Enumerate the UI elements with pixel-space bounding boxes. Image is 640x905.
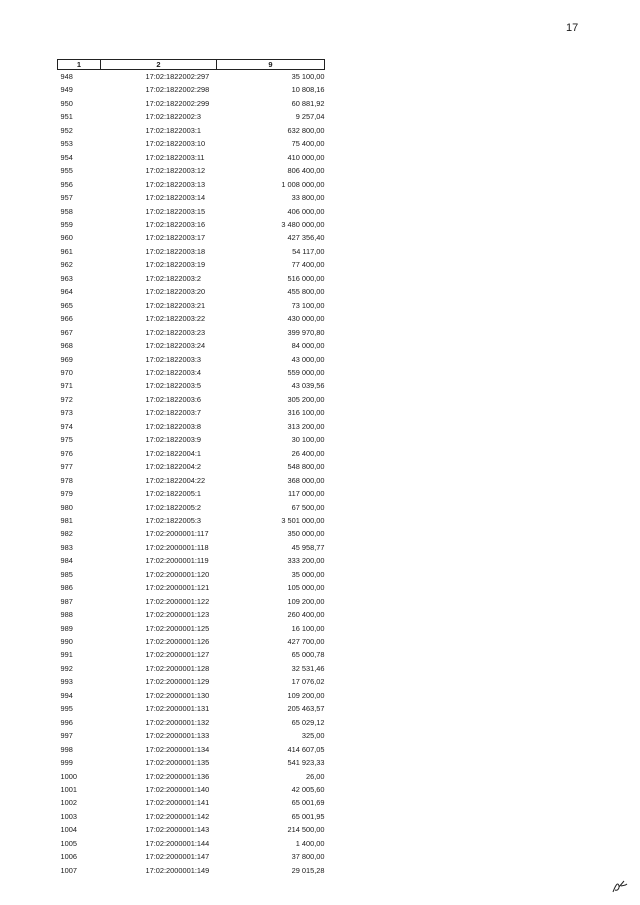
cadastral-id: 17:02:1822003:14 xyxy=(145,193,206,203)
column-header-number: 1 xyxy=(58,60,101,70)
table-row xyxy=(58,796,325,809)
cadastral-id: 17:02:1822002:297 xyxy=(145,72,210,81)
cadastral-value: 406 000,00 xyxy=(287,206,325,216)
cadastral-id: 17:02:2000001:143 xyxy=(145,825,210,835)
cadastral-value: 455 800,00 xyxy=(287,287,325,297)
cadastral-value: 65 001,95 xyxy=(291,811,325,821)
cadastral-value: 65 029,12 xyxy=(291,717,325,727)
cadastral-value: 77 400,00 xyxy=(291,260,325,270)
cadastral-id: 17:02:2000001:130 xyxy=(145,690,210,700)
row-number: 965 xyxy=(60,300,73,310)
cadastral-value: 65 000,78 xyxy=(291,650,325,660)
table-row xyxy=(58,285,325,298)
table-row xyxy=(58,353,325,366)
table-row xyxy=(58,433,325,446)
table-row xyxy=(58,501,325,514)
cadastral-value: 1 400,00 xyxy=(295,838,325,848)
row-number: 948 xyxy=(60,72,73,81)
cadastral-value: 29 015,28 xyxy=(291,865,325,875)
cadastral-value: 32 531,46 xyxy=(291,663,325,673)
cadastral-value: 26 400,00 xyxy=(291,448,325,458)
row-number: 985 xyxy=(60,569,73,579)
cadastral-id: 17:02:1822005:2 xyxy=(145,502,201,512)
cadastral-id: 17:02:1822003:12 xyxy=(145,166,206,176)
table-row xyxy=(58,527,325,540)
table-row xyxy=(58,164,325,177)
cadastral-value: 541 923,33 xyxy=(287,758,325,768)
row-number: 969 xyxy=(60,354,73,364)
row-number: 983 xyxy=(60,542,73,552)
cadastral-value: 73 100,00 xyxy=(291,300,325,310)
cadastral-id: 17:02:2000001:118 xyxy=(145,542,209,552)
table-row xyxy=(58,554,325,567)
table-row xyxy=(58,110,325,123)
table-row xyxy=(58,258,325,271)
row-number: 951 xyxy=(60,112,73,122)
row-number: 954 xyxy=(60,152,73,162)
cadastral-value-table xyxy=(57,59,325,877)
cadastral-value: 427 356,40 xyxy=(287,233,325,243)
table-row xyxy=(58,137,325,150)
table-row xyxy=(58,83,325,96)
handwritten-signature-mark xyxy=(612,880,628,897)
cadastral-id: 17:02:1822004:2 xyxy=(145,462,201,472)
cadastral-value: 37 800,00 xyxy=(291,852,325,862)
cadastral-value: 414 607,05 xyxy=(287,744,325,754)
table-row xyxy=(58,689,325,702)
cadastral-value: 399 970,80 xyxy=(287,327,325,337)
row-number: 1005 xyxy=(60,838,77,848)
cadastral-value: 54 117,00 xyxy=(292,246,325,256)
cadastral-id: 17:02:1822003:6 xyxy=(145,394,201,404)
table-row xyxy=(58,420,325,433)
table-row xyxy=(58,743,325,756)
table-row xyxy=(58,770,325,783)
cadastral-id: 17:02:1822003:19 xyxy=(145,260,206,270)
table-row xyxy=(58,675,325,688)
signature-icon xyxy=(612,880,628,894)
cadastral-value: 17 076,02 xyxy=(291,677,325,687)
row-number: 1002 xyxy=(60,798,77,808)
row-number: 970 xyxy=(60,367,73,377)
table-row xyxy=(58,474,325,487)
cadastral-id: 17:02:2000001:120 xyxy=(145,569,210,579)
row-number: 1007 xyxy=(60,865,77,875)
table-row xyxy=(58,205,325,218)
table-row xyxy=(58,231,325,244)
table-row xyxy=(58,70,325,84)
cadastral-value: 9 257,04 xyxy=(295,112,325,122)
row-number: 961 xyxy=(60,246,73,256)
cadastral-value: 333 200,00 xyxy=(287,556,325,566)
table-row xyxy=(58,648,325,661)
table-row xyxy=(58,568,325,581)
table-row xyxy=(58,447,325,460)
row-number: 995 xyxy=(60,704,73,714)
cadastral-value: 109 200,00 xyxy=(287,690,325,700)
row-number: 999 xyxy=(60,758,73,768)
cadastral-id: 17:02:1822004:1 xyxy=(145,448,201,458)
cadastral-id: 17:02:2000001:135 xyxy=(145,758,210,768)
row-number: 996 xyxy=(60,717,73,727)
cadastral-value: 16 100,00 xyxy=(291,623,325,633)
cadastral-id: 17:02:2000001:129 xyxy=(145,677,210,687)
cadastral-value: 430 000,00 xyxy=(287,314,325,324)
cadastral-value: 75 400,00 xyxy=(291,139,325,149)
row-number: 952 xyxy=(60,125,73,135)
row-number: 976 xyxy=(60,448,73,458)
cadastral-id: 17:02:1822002:299 xyxy=(145,98,210,108)
cadastral-value: 260 400,00 xyxy=(287,610,325,620)
row-number: 988 xyxy=(60,610,73,620)
table-row xyxy=(58,487,325,500)
table-row xyxy=(58,339,325,352)
row-number: 1000 xyxy=(60,771,77,781)
row-number: 975 xyxy=(60,435,73,445)
cadastral-id: 17:02:1822003:20 xyxy=(145,287,206,297)
cadastral-value: 350 000,00 xyxy=(287,529,325,539)
table-row xyxy=(58,729,325,742)
table-row xyxy=(58,326,325,339)
cadastral-value: 305 200,00 xyxy=(287,394,325,404)
row-number: 1001 xyxy=(60,785,77,795)
cadastral-id: 17:02:1822003:5 xyxy=(145,381,201,391)
row-number: 949 xyxy=(60,85,73,95)
cadastral-id: 17:02:2000001:127 xyxy=(145,650,210,660)
row-number: 994 xyxy=(60,690,73,700)
row-number: 1006 xyxy=(60,852,77,862)
table-row xyxy=(58,299,325,312)
row-number: 990 xyxy=(60,637,73,647)
table-row xyxy=(58,581,325,594)
table-row xyxy=(58,460,325,473)
cadastral-id: 17:02:2000001:134 xyxy=(145,744,210,754)
cadastral-value: 313 200,00 xyxy=(287,421,325,431)
cadastral-id: 17:02:2000001:133 xyxy=(145,731,210,741)
cadastral-id: 17:02:1822005:3 xyxy=(145,515,201,525)
cadastral-id: 17:02:2000001:141 xyxy=(145,798,210,808)
table-row xyxy=(58,756,325,769)
cadastral-id: 17:02:1822003:21 xyxy=(145,300,206,310)
cadastral-value: 632 800,00 xyxy=(287,125,325,135)
row-number: 957 xyxy=(60,193,73,203)
row-number: 1003 xyxy=(60,811,77,821)
cadastral-id: 17:02:2000001:126 xyxy=(145,637,210,647)
table-body xyxy=(58,70,325,878)
table-row xyxy=(58,662,325,675)
column-header-cadastral-id: 2 xyxy=(101,60,217,70)
row-number: 998 xyxy=(60,744,73,754)
cadastral-id: 17:02:1822003:17 xyxy=(145,233,206,243)
cadastral-id: 17:02:1822003:8 xyxy=(145,421,201,431)
cadastral-id: 17:02:2000001:119 xyxy=(145,556,209,566)
table-row xyxy=(58,635,325,648)
cadastral-id: 17:02:1822003:16 xyxy=(145,219,206,229)
cadastral-id: 17:02:2000001:149 xyxy=(145,865,210,875)
row-number: 986 xyxy=(60,583,73,593)
cadastral-value: 516 000,00 xyxy=(287,273,325,283)
table-row xyxy=(58,823,325,836)
row-number: 991 xyxy=(60,650,73,660)
row-number: 981 xyxy=(60,515,73,525)
table-row xyxy=(58,312,325,325)
cadastral-value: 316 100,00 xyxy=(287,408,325,418)
row-number: 977 xyxy=(60,462,73,472)
row-number: 982 xyxy=(60,529,73,539)
cadastral-value: 60 881,92 xyxy=(291,98,325,108)
cadastral-id: 17:02:1822004:22 xyxy=(145,475,206,485)
table-row xyxy=(58,783,325,796)
cadastral-id: 17:02:1822005:1 xyxy=(145,489,201,499)
row-number: 964 xyxy=(60,287,73,297)
cadastral-id: 17:02:1822003:4 xyxy=(145,367,201,377)
table-row xyxy=(58,178,325,191)
cadastral-id: 17:02:2000001:131 xyxy=(145,704,210,714)
cadastral-id: 17:02:1822003:11 xyxy=(145,152,205,162)
row-number: 967 xyxy=(60,327,73,337)
cadastral-value: 42 005,60 xyxy=(291,785,325,795)
cadastral-value: 3 480 000,00 xyxy=(281,219,325,229)
row-number: 971 xyxy=(60,381,73,391)
row-number: 962 xyxy=(60,260,73,270)
table-row xyxy=(58,595,325,608)
cadastral-id: 17:02:2000001:140 xyxy=(145,785,210,795)
table-row xyxy=(58,622,325,635)
row-number: 968 xyxy=(60,341,73,351)
cadastral-id: 17:02:2000001:117 xyxy=(145,529,209,539)
cadastral-id: 17:02:2000001:121 xyxy=(145,583,210,593)
table-row xyxy=(58,191,325,204)
cadastral-value: 427 700,00 xyxy=(287,637,325,647)
row-number: 972 xyxy=(60,394,73,404)
row-number: 953 xyxy=(60,139,73,149)
cadastral-value: 109 200,00 xyxy=(287,596,325,606)
table-header-row xyxy=(58,60,325,70)
table-row xyxy=(58,406,325,419)
row-number: 993 xyxy=(60,677,73,687)
row-number: 963 xyxy=(60,273,73,283)
cadastral-value: 65 001,69 xyxy=(291,798,325,808)
cadastral-value: 26,00 xyxy=(306,771,325,781)
cadastral-value: 43 000,00 xyxy=(291,354,325,364)
cadastral-id: 17:02:1822003:22 xyxy=(145,314,206,324)
table-row xyxy=(58,837,325,850)
row-number: 984 xyxy=(60,556,73,566)
table-row xyxy=(58,151,325,164)
table-row xyxy=(58,393,325,406)
row-number: 997 xyxy=(60,731,73,741)
cadastral-value: 30 100,00 xyxy=(291,435,325,445)
cadastral-value: 67 500,00 xyxy=(291,502,325,512)
cadastral-value: 325,00 xyxy=(301,731,325,741)
cadastral-id: 17:02:2000001:142 xyxy=(145,811,210,821)
cadastral-value: 117 000,00 xyxy=(288,489,325,499)
row-number: 966 xyxy=(60,314,73,324)
table-row xyxy=(58,272,325,285)
cadastral-value: 368 000,00 xyxy=(287,475,325,485)
row-number: 958 xyxy=(60,206,73,216)
cadastral-value: 33 800,00 xyxy=(291,193,325,203)
cadastral-value: 1 008 000,00 xyxy=(281,179,325,189)
cadastral-id: 17:02:1822003:24 xyxy=(145,341,206,351)
cadastral-value: 43 039,56 xyxy=(291,381,325,391)
cadastral-id: 17:02:1822003:15 xyxy=(145,206,206,216)
cadastral-id: 17:02:1822003:1 xyxy=(145,125,201,135)
row-number: 959 xyxy=(60,219,73,229)
row-number: 974 xyxy=(60,421,73,431)
cadastral-id: 17:02:1822003:13 xyxy=(145,179,206,189)
cadastral-id: 17:02:2000001:128 xyxy=(145,663,210,673)
cadastral-id: 17:02:1822003:7 xyxy=(145,408,201,418)
cadastral-id: 17:02:1822003:9 xyxy=(145,435,201,445)
row-number: 978 xyxy=(60,475,73,485)
row-number: 1004 xyxy=(60,825,77,835)
table-row xyxy=(58,124,325,137)
cadastral-value: 35 000,00 xyxy=(291,569,325,579)
table-row xyxy=(58,218,325,231)
cadastral-value: 205 463,57 xyxy=(287,704,325,714)
table-row xyxy=(58,514,325,527)
cadastral-id: 17:02:1822002:298 xyxy=(145,85,210,95)
cadastral-id: 17:02:1822002:3 xyxy=(145,112,201,122)
table-row xyxy=(58,379,325,392)
cadastral-value: 214 500,00 xyxy=(287,825,325,835)
cadastral-id: 17:02:2000001:125 xyxy=(145,623,210,633)
column-header-value: 9 xyxy=(217,60,325,70)
row-number: 989 xyxy=(60,623,73,633)
table-row xyxy=(58,541,325,554)
cadastral-value: 559 000,00 xyxy=(287,367,325,377)
cadastral-id: 17:02:1822003:18 xyxy=(145,246,206,256)
cadastral-id: 17:02:2000001:136 xyxy=(145,771,210,781)
table-row xyxy=(58,608,325,621)
page-number: 17 xyxy=(566,22,579,34)
cadastral-id: 17:02:2000001:144 xyxy=(145,838,210,848)
cadastral-value: 806 400,00 xyxy=(287,166,325,176)
row-number: 980 xyxy=(60,502,73,512)
table-row xyxy=(58,850,325,863)
table-row xyxy=(58,716,325,729)
cadastral-value: 10 808,16 xyxy=(291,85,325,95)
cadastral-id: 17:02:2000001:123 xyxy=(145,610,210,620)
cadastral-id: 17:02:2000001:147 xyxy=(145,852,210,862)
row-number: 950 xyxy=(60,98,73,108)
table-row xyxy=(58,702,325,715)
row-number: 987 xyxy=(60,596,73,606)
cadastral-id: 17:02:2000001:132 xyxy=(145,717,210,727)
cadastral-value: 35 100,00 xyxy=(291,72,325,81)
cadastral-id: 17:02:1822003:10 xyxy=(145,139,206,149)
table-row xyxy=(58,245,325,258)
cadastral-value: 410 000,00 xyxy=(287,152,325,162)
cadastral-id: 17:02:1822003:23 xyxy=(145,327,206,337)
table-row xyxy=(58,864,325,877)
cadastral-id: 17:02:1822003:3 xyxy=(145,354,201,364)
row-number: 955 xyxy=(60,166,73,176)
row-number: 960 xyxy=(60,233,73,243)
cadastral-id: 17:02:2000001:122 xyxy=(145,596,210,606)
cadastral-value: 3 501 000,00 xyxy=(281,515,325,525)
row-number: 973 xyxy=(60,408,73,418)
table-row xyxy=(58,810,325,823)
cadastral-value: 84 000,00 xyxy=(291,341,325,351)
table-row xyxy=(58,97,325,110)
row-number: 979 xyxy=(60,489,73,499)
row-number: 992 xyxy=(60,663,73,673)
cadastral-value: 45 958,77 xyxy=(291,542,325,552)
cadastral-id: 17:02:1822003:2 xyxy=(145,273,201,283)
cadastral-value: 105 000,00 xyxy=(287,583,325,593)
cadastral-value: 548 800,00 xyxy=(287,462,325,472)
table-row xyxy=(58,366,325,379)
row-number: 956 xyxy=(60,179,73,189)
